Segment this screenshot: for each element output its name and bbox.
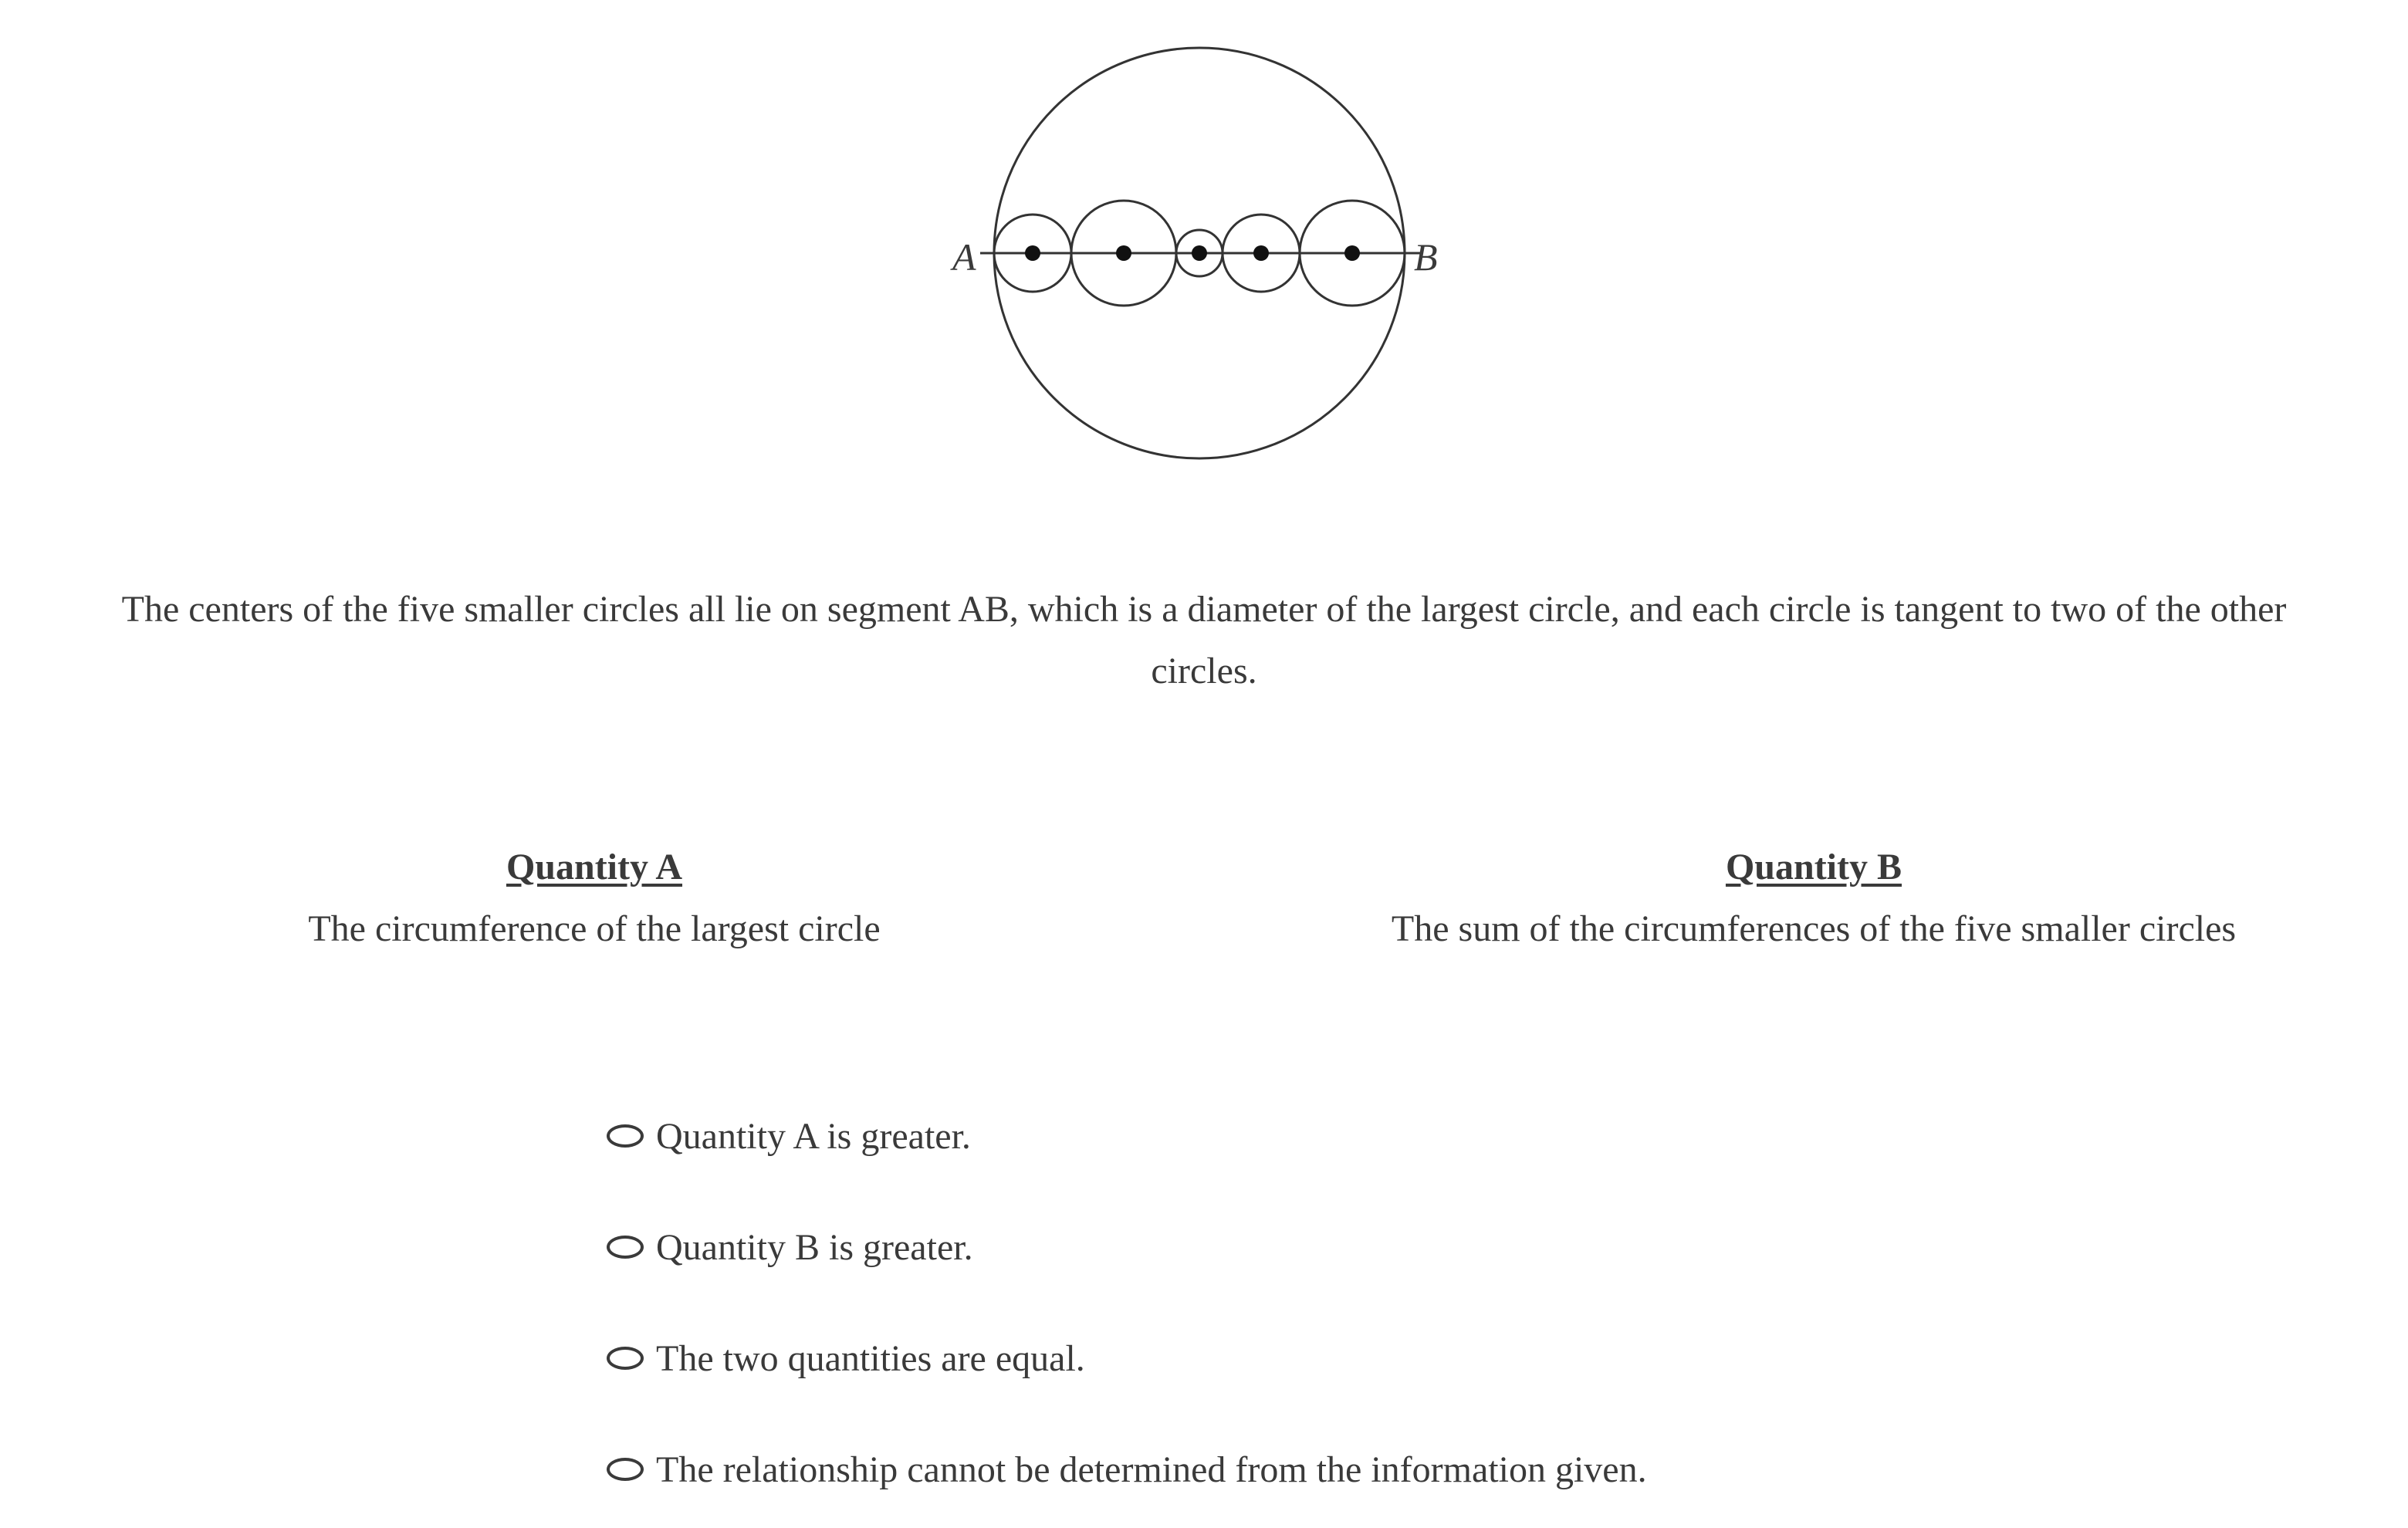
question-stem: The centers of the five smaller circles all lie on segment AB, which is a diameter of the largest circle, and each circle is tangent to two of the other circles. xyxy=(121,589,2287,691)
circles-figure xyxy=(942,40,1466,472)
answer-choice-b[interactable] xyxy=(607,1192,2150,1303)
center-dot-4 xyxy=(1253,245,1269,261)
radio-icon[interactable] xyxy=(607,1347,644,1370)
quantity-a-text: The circumference of the largest circle xyxy=(308,908,881,949)
answer-choice-label: Quantity B is greater. xyxy=(656,1226,973,1268)
answer-choice-a[interactable] xyxy=(607,1080,2150,1192)
center-dot-3 xyxy=(1192,245,1207,261)
quantity-b xyxy=(1374,837,2254,960)
answer-choice-label: The relationship cannot be determined from the information given. xyxy=(656,1449,1647,1490)
center-dot-2 xyxy=(1116,245,1131,261)
center-dot-5 xyxy=(1344,245,1360,261)
quantity-b-text: The sum of the circumferences of the five smaller circles xyxy=(1391,908,2237,949)
quantity-b-label: Quantity B xyxy=(1725,847,1902,887)
point-label-a: A xyxy=(952,235,976,279)
answer-choice-label: Quantity A is greater. xyxy=(656,1115,971,1157)
radio-icon[interactable] xyxy=(607,1124,644,1148)
answer-choices xyxy=(607,1080,2150,1525)
radio-icon[interactable] xyxy=(607,1236,644,1259)
radio-icon[interactable] xyxy=(607,1458,644,1481)
center-dot-1 xyxy=(1025,245,1040,261)
quantity-a xyxy=(201,837,988,960)
circles-diagram xyxy=(942,40,1466,472)
quantity-a-label: Quantity A xyxy=(506,847,683,887)
answer-choice-c[interactable] xyxy=(607,1303,2150,1414)
answer-choice-d[interactable] xyxy=(607,1414,2150,1525)
answer-choice-label: The two quantities are equal. xyxy=(656,1337,1085,1379)
point-label-b: B xyxy=(1414,235,1438,279)
